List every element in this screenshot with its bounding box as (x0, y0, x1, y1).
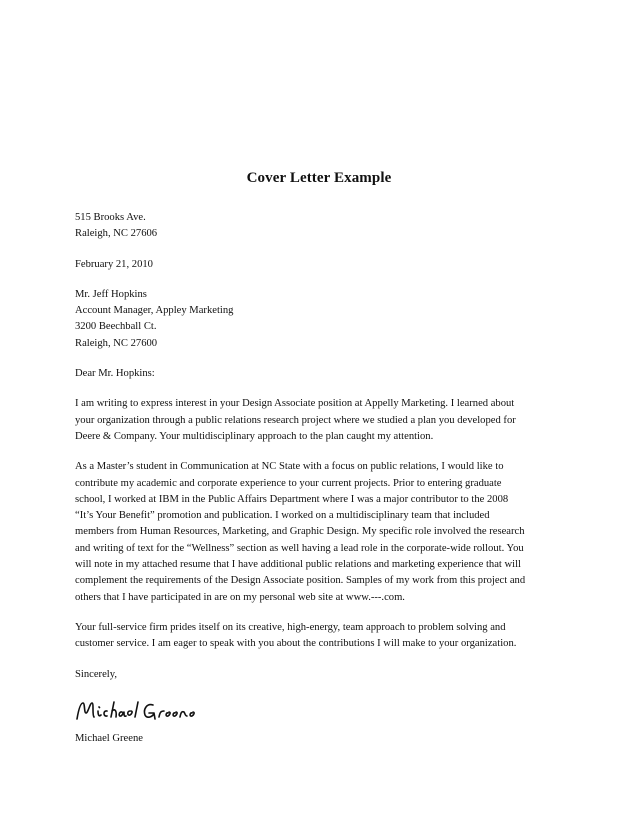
paragraph-line: Deere & Company. Your multidisciplinary approach to the plan caught my attention. (75, 430, 434, 442)
closing (75, 667, 575, 683)
closing-text: Sincerely, (75, 668, 117, 680)
paragraph-line: “It’s Your Benefit” promotion and publication. I worked on a multidisciplinary team that included (75, 510, 490, 522)
paragraph-line: others that I have participated in are on my personal web site at www.---.com. (75, 591, 405, 603)
handwritten-signature (75, 697, 575, 725)
sender-address (75, 210, 575, 243)
paragraph-line: Your full-service firm prides itself on its creative, high-energy, team approach to problem solving and (75, 621, 506, 633)
signature-drawing (75, 697, 205, 725)
paragraph-2 (75, 459, 575, 606)
recipient-line: Mr. Jeff Hopkins (75, 288, 147, 300)
printed-name-text: Michael Greene (75, 732, 143, 744)
paragraph-line: your organization through a public relations research project where we studied a plan you developed for (75, 414, 516, 426)
paragraph-line: members from Human Resources, Marketing, and Graphic Design. My specific role involved the research (75, 526, 525, 538)
paragraph-line: will note in my attached resume that I have additional public relations and marketing experience that will (75, 559, 521, 571)
letter-date (75, 257, 575, 273)
paragraph-1 (75, 396, 575, 445)
recipient-address (75, 287, 575, 352)
paragraph-line: contribute my academic and corporate experience to your current projects. Prior to entering graduate (75, 477, 502, 489)
document-title: Cover Letter Example (246, 170, 392, 186)
sender-address-line: Raleigh, NC 27606 (75, 228, 158, 240)
recipient-line: Raleigh, NC 27600 (75, 337, 158, 349)
paragraph-line: school, I worked at IBM in the Public Affairs Department where I was a major contributor to the 2008 (75, 493, 509, 505)
paragraph-line: I am writing to express interest in your Design Associate position at Appelly Marketing. I learned about (75, 398, 515, 410)
salutation (75, 366, 575, 382)
recipient-line: 3200 Beechball Ct. (75, 321, 157, 333)
salutation-text: Dear Mr. Hopkins: (75, 368, 155, 380)
letter-body (75, 210, 575, 761)
paragraph-3 (75, 620, 575, 653)
date-text: February 21, 2010 (75, 258, 153, 270)
sender-address-line: 515 Brooks Ave. (75, 212, 146, 223)
paragraph-line: and writing of text for the “Wellness” section as well having a lead role in the corporate-wide rollout. You (75, 542, 524, 554)
paragraph-line: customer service. I am eager to speak with you about the contributions I will make to your organization. (75, 638, 517, 650)
printed-name (75, 731, 575, 747)
paragraph-line: As a Master’s student in Communication at NC State with a focus on public relations, I would like to (75, 461, 504, 473)
recipient-line: Account Manager, Appley Marketing (75, 305, 234, 317)
paragraph-line: complement the requirements of the Design Associate position. Samples of my work from this project and (75, 575, 526, 587)
